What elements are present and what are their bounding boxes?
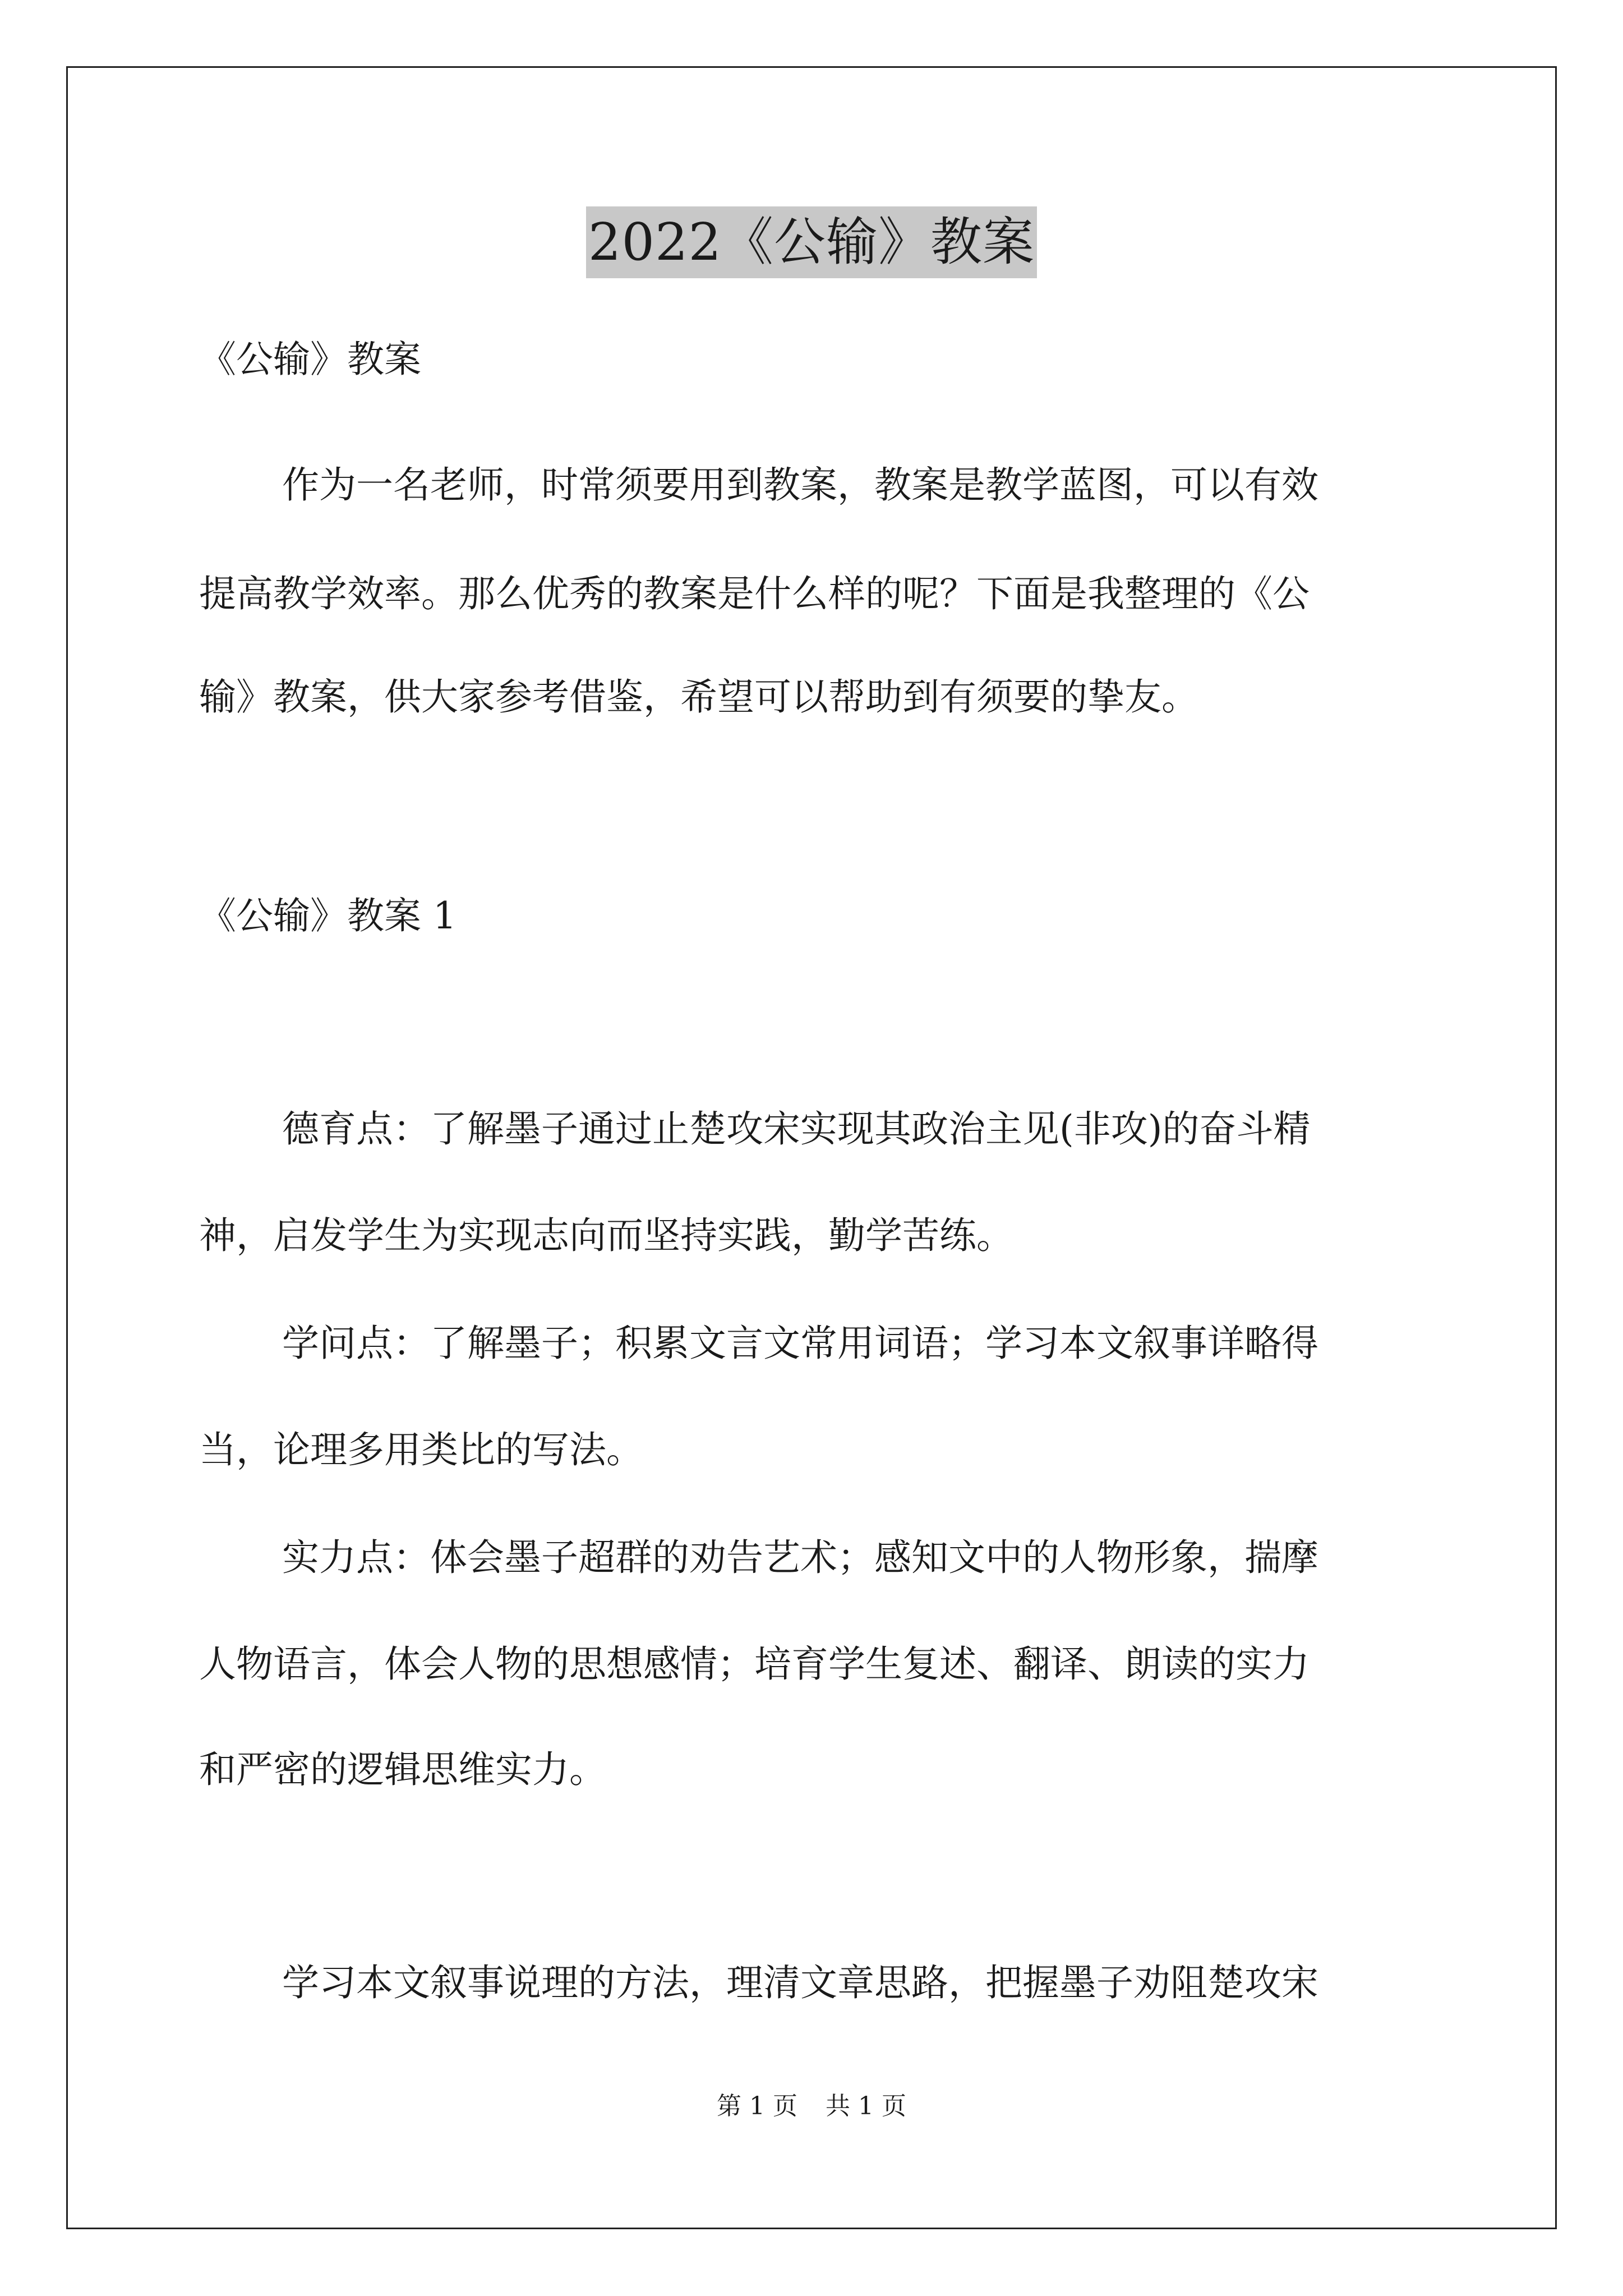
- section-line-7: 和严密的逻辑思维实力。: [199, 1748, 606, 1791]
- section-line-2: 神，启发学生为实现志向而坚持实践，勤学苦练。: [199, 1214, 1013, 1257]
- intro-line-3: 输》教案，供大家参考借鉴，希望可以帮助到有须要的挚友。: [199, 675, 1198, 719]
- document-title: [0, 206, 1623, 278]
- page-footer: [0, 2090, 1623, 2123]
- intro-line-1: 作为一名老师，时常须要用到教案，教案是教学蓝图，可以有效: [282, 463, 1318, 507]
- document-title-text: 2022《公输》教案: [586, 206, 1037, 278]
- section-line-1: 德育点：了解墨子通过止楚攻宋实现其政治主见(非攻)的奋斗精: [282, 1107, 1311, 1151]
- section-line-4: 当，论理多用类比的写法。: [199, 1428, 643, 1471]
- intro-line-2: 提高教学效率。那么优秀的教案是什么样的呢？下面是我整理的《公: [199, 572, 1310, 615]
- page-total: 共 1 页: [826, 2092, 906, 2120]
- section-line-3: 学问点：了解墨子；积累文言文常用词语；学习本文叙事详略得: [282, 1322, 1318, 1365]
- section-line-5: 实力点：体会墨子超群的劝告艺术；感知文中的人物形象，揣摩: [282, 1536, 1318, 1579]
- section-heading: 《公输》教案 1: [199, 894, 457, 937]
- section-line-6: 人物语言，体会人物的思想感情；培育学生复述、翻译、朗读的实力: [199, 1642, 1310, 1686]
- section-line-8: 学习本文叙事说理的方法，理清文章思路，把握墨子劝阻楚攻宋: [282, 1961, 1318, 2004]
- page-number: 第 1 页: [717, 2092, 797, 2120]
- document-subtitle: 《公输》教案: [199, 338, 421, 381]
